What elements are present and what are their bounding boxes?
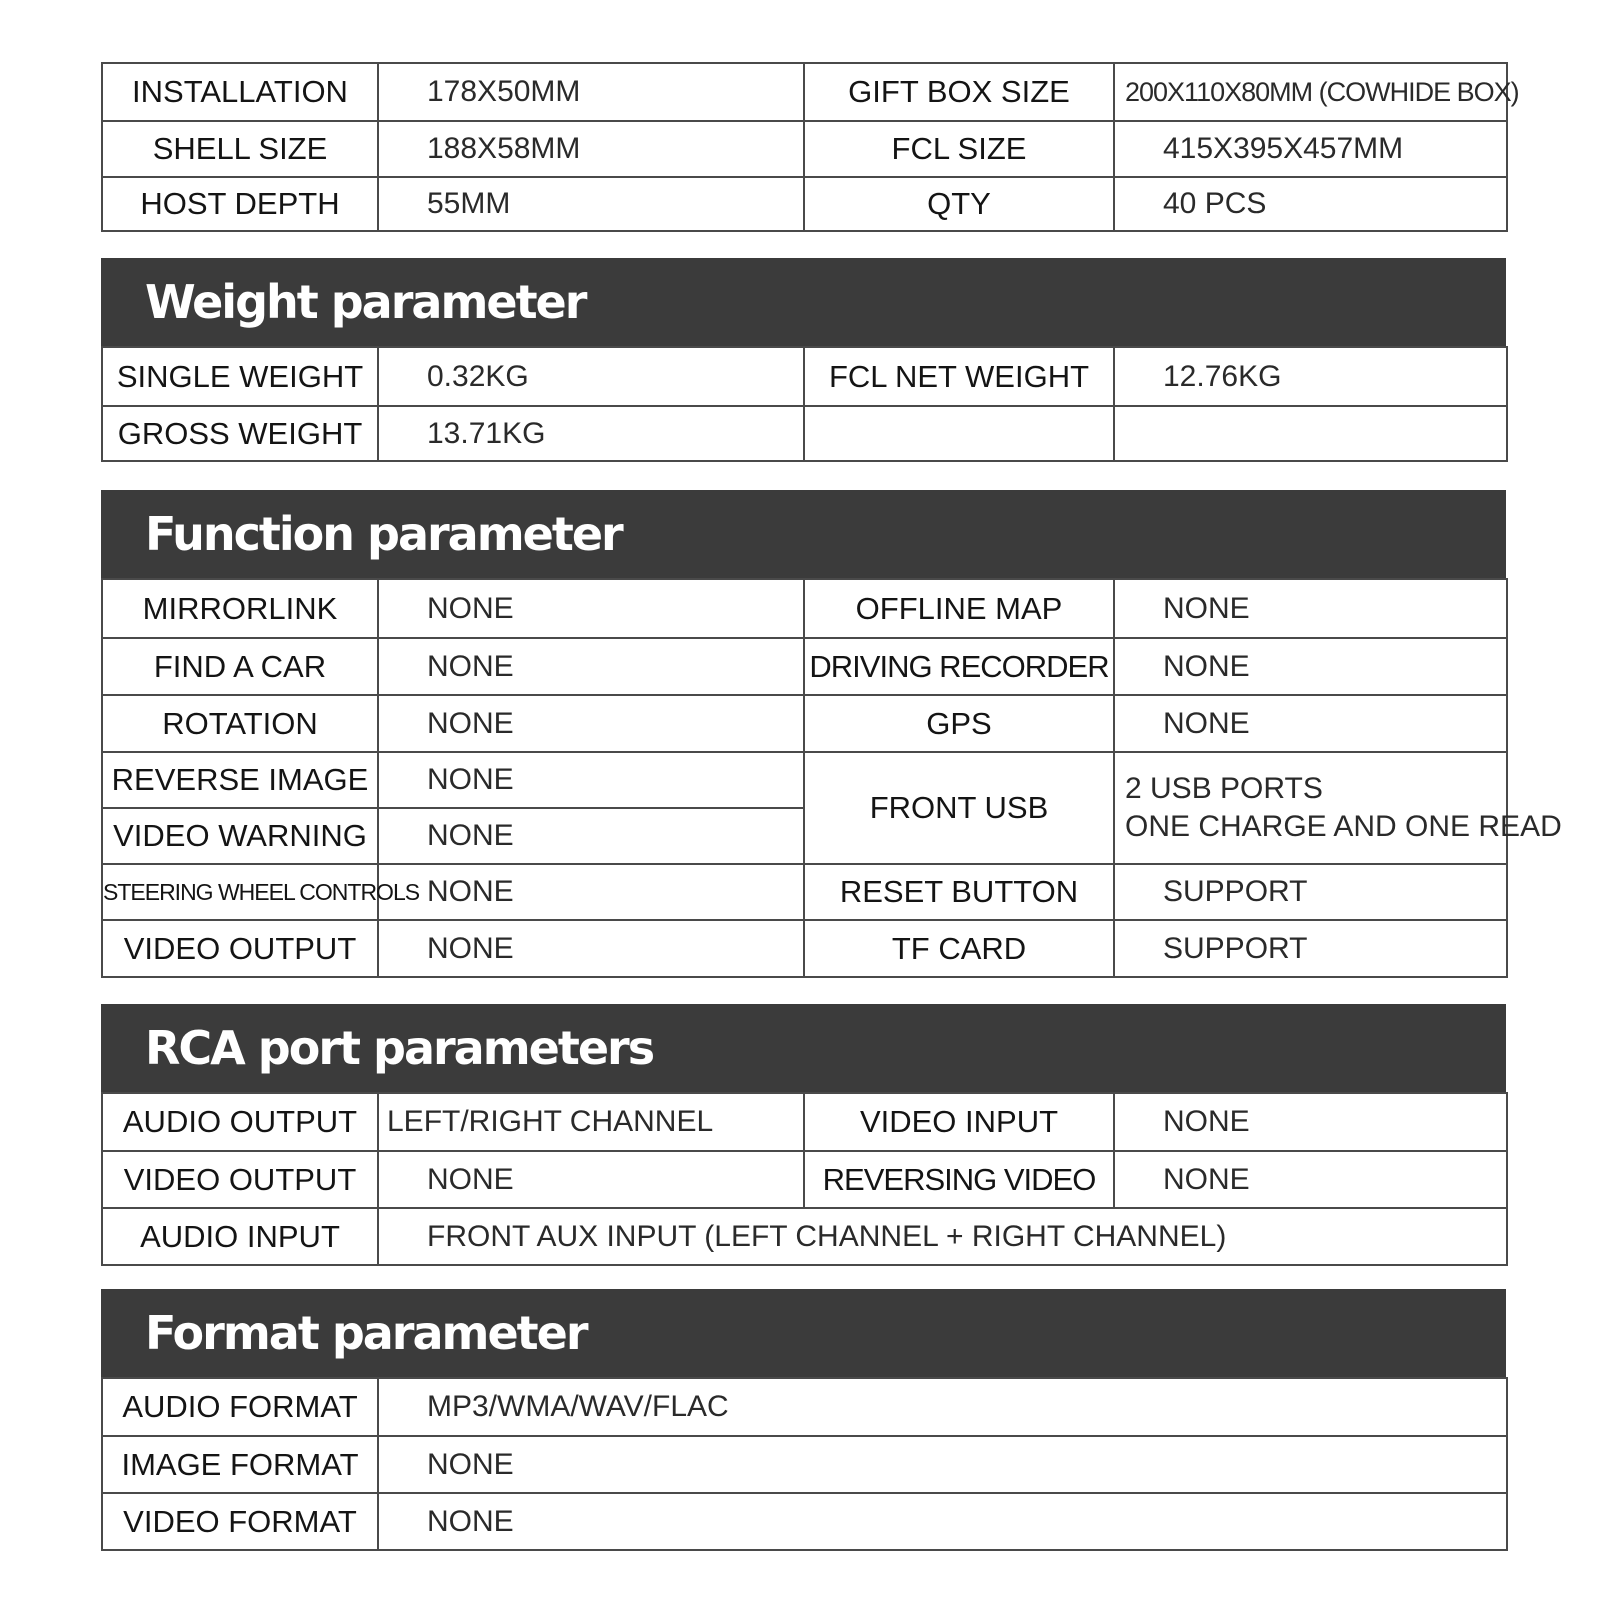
spec-value-line: ONE CHARGE AND ONE READ: [1125, 810, 1562, 843]
format-table: [101, 1377, 1508, 1551]
table-row: [102, 1493, 1507, 1550]
spec-value: 178X50MM: [378, 63, 804, 121]
spec-value: NONE: [1114, 695, 1507, 752]
spec-label: GROSS WEIGHT: [102, 406, 378, 461]
spec-value: FRONT AUX INPUT (LEFT CHANNEL + RIGHT CHANNEL): [378, 1208, 1507, 1265]
spec-value: NONE: [378, 579, 804, 638]
spec-label: TF CARD: [804, 920, 1114, 977]
spec-value: 55MM: [378, 177, 804, 231]
spec-label: INSTALLATION: [102, 63, 378, 121]
spec-label: REVERSING VIDEO: [804, 1151, 1114, 1208]
rca-table: [101, 1092, 1508, 1266]
spec-value: LEFT/RIGHT CHANNEL: [378, 1093, 804, 1151]
spec-label: FRONT USB: [804, 752, 1114, 864]
spec-label: ROTATION: [102, 695, 378, 752]
table-row: [102, 1151, 1507, 1208]
spec-value: 0.32KG: [378, 347, 804, 406]
spec-label: FIND A CAR: [102, 638, 378, 695]
spec-label: RESET BUTTON: [804, 864, 1114, 920]
spec-label: GPS: [804, 695, 1114, 752]
table-row: [102, 695, 1507, 752]
spec-value: NONE: [1114, 638, 1507, 695]
spec-value-line: 2 USB PORTS: [1125, 772, 1323, 805]
function-section-title: Function parameter: [101, 490, 1506, 578]
spec-label: [804, 406, 1114, 461]
spec-label: AUDIO OUTPUT: [102, 1093, 378, 1151]
spec-value: NONE: [378, 1493, 1507, 1550]
spec-value: [1114, 406, 1507, 461]
table-row: [102, 1436, 1507, 1493]
spec-value: SUPPORT: [1114, 920, 1507, 977]
spec-label: GIFT BOX SIZE: [804, 63, 1114, 121]
spec-label: MIRRORLINK: [102, 579, 378, 638]
spec-label: QTY: [804, 177, 1114, 231]
installation-table: [101, 62, 1519, 232]
spec-label: VIDEO FORMAT: [102, 1493, 378, 1550]
table-row: [102, 864, 1507, 920]
spec-value: 40 PCS: [1114, 177, 1507, 231]
spec-value: NONE: [378, 1151, 804, 1208]
spec-label: FCL NET WEIGHT: [804, 347, 1114, 406]
table-row: [102, 920, 1507, 977]
spec-label: VIDEO WARNING: [102, 808, 378, 864]
spec-value: 12.76KG: [1114, 347, 1507, 406]
spec-value: NONE: [378, 752, 804, 808]
spec-label: VIDEO OUTPUT: [102, 1151, 378, 1208]
spec-label: AUDIO INPUT: [102, 1208, 378, 1265]
spec-value: NONE: [378, 1436, 1507, 1493]
spec-value: 200X110X80MM (COWHIDE BOX): [1114, 63, 1507, 121]
spec-value: NONE: [378, 638, 804, 695]
spec-label: STEERING WHEEL CONTROLS: [102, 864, 378, 920]
spec-label: SHELL SIZE: [102, 121, 378, 177]
spec-value: NONE: [378, 808, 804, 864]
spec-label: HOST DEPTH: [102, 177, 378, 231]
table-row: [102, 579, 1507, 638]
spec-value: NONE: [378, 695, 804, 752]
rca-section-title: RCA port parameters: [101, 1004, 1506, 1092]
table-row: [102, 752, 1507, 808]
spec-label: AUDIO FORMAT: [102, 1378, 378, 1436]
function-table: [101, 578, 1562, 978]
spec-value: NONE: [378, 864, 804, 920]
spec-label: VIDEO OUTPUT: [102, 920, 378, 977]
spec-label: REVERSE IMAGE: [102, 752, 378, 808]
spec-label: SINGLE WEIGHT: [102, 347, 378, 406]
table-row: [102, 1208, 1507, 1265]
spec-value: NONE: [1114, 579, 1507, 638]
spec-label: IMAGE FORMAT: [102, 1436, 378, 1493]
table-row: [102, 1093, 1507, 1151]
spec-value: MP3/WMA/WAV/FLAC: [378, 1378, 1507, 1436]
spec-value: 415X395X457MM: [1114, 121, 1507, 177]
spec-label: DRIVING RECORDER: [804, 638, 1114, 695]
spec-value: NONE: [1114, 1093, 1507, 1151]
spec-value-front-usb: [1114, 752, 1562, 864]
table-row: [102, 347, 1507, 406]
table-row: [102, 638, 1507, 695]
spec-value: SUPPORT: [1114, 864, 1507, 920]
spec-value: NONE: [378, 920, 804, 977]
table-row: [102, 121, 1507, 177]
spec-label: OFFLINE MAP: [804, 579, 1114, 638]
spec-value: 13.71KG: [378, 406, 804, 461]
table-row: [102, 63, 1507, 121]
table-row: [102, 406, 1507, 461]
format-section-title: Format parameter: [101, 1289, 1506, 1377]
spec-value: 188X58MM: [378, 121, 804, 177]
weight-section-title: Weight parameter: [101, 258, 1506, 346]
spec-value: NONE: [1114, 1151, 1507, 1208]
spec-label: VIDEO INPUT: [804, 1093, 1114, 1151]
weight-table: [101, 346, 1508, 462]
spec-label: FCL SIZE: [804, 121, 1114, 177]
table-row: [102, 177, 1507, 231]
table-row: [102, 1378, 1507, 1436]
